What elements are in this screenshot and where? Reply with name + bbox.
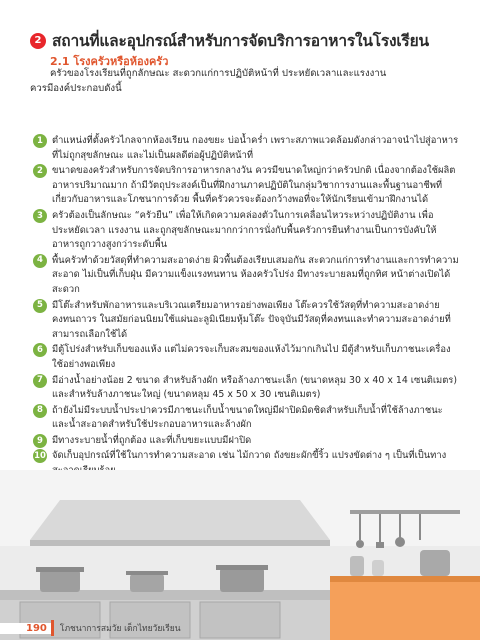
item-number-badge: 1	[33, 134, 47, 148]
list-item	[30, 299, 460, 343]
section-number-badge: 2	[30, 33, 46, 49]
list-item	[30, 343, 460, 372]
item-number-badge: 6	[33, 343, 47, 357]
page-number: 190	[0, 623, 51, 634]
list-item	[30, 209, 460, 253]
intro-paragraph	[30, 66, 460, 96]
item-text: ตำแหน่งที่ตั้งครัวไกลจากห้องเรียน กองขยะ บ่อน้ำคร่ำ เพราะสภาพแวดล้อมดังกล่าวอาจนำไปสู่อาหารที่ไม่ถูกสุขลักษณะ และไม่เป็นผลดีต่อผู้ปฏิบัติหน้าที่	[52, 135, 459, 161]
item-text: ครัวต้องเป็นลักษณะ “ครัวยืน” เพื่อให้เกิดความคล่องตัวในการเคลื่อนไหวระหว่างปฏิบัติงาน เพื่อประหยัดเวลา แรงงาน และถูกสุขลักษณะมากกว่าการนั่งกับพื้นครัวการยืนทำงานเป็นการบังคับให้อาหารถูกวางสูงกว่าระดับพื้น	[52, 209, 437, 251]
item-text: ขนาดของครัวสำหรับการจัดบริการอาหารกลางวัน ควรมีขนาดใหญ่กว่าครัวปกติ เนื่องจากต้องใช้ผลิตอาหารปริมาณมาก ถ้ามีวัตถุประสงค์เป็นที่ฝึกงานภาคปฏิบัติในกลุ่มวิชาการงานและพื้นฐานอาชีพที่เกี่ยวกับอาหารและโภชนาการด้วย พื้นที่ครัวควรจะต้องกว้างพอที่จะให้นักเรียนเข้ามาฝึกงานได้	[52, 165, 456, 206]
list-item	[30, 254, 460, 298]
requirements-list	[30, 134, 460, 480]
list-item	[30, 434, 460, 449]
item-number-badge: 8	[33, 404, 47, 418]
section-title: สถานที่และอุปกรณ์สำหรับการจัดบริการอาหารในโรงเรียน	[52, 32, 429, 50]
item-text: มีโต๊ะสำหรับพักอาหารและบริเวณเตรียมอาหารอย่างพอเพียง โต๊ะควรใช้วัสดุที่ทำความสะอาดง่าย คงทนถาวร ในสมัยก่อนนิยมใช้แผ่นอะลูมิเนียมหุ้มโต๊ะ ปัจจุบันมีวัสดุที่คงทนและทำความสะอาดง่ายที่สามารถเลือกใช้ได้	[52, 299, 451, 340]
list-item	[30, 404, 460, 433]
item-text: ถ้ายังไม่มีระบบน้ำประปาควรมีภาชนะเก็บน้ำขนาดใหญ่มีฝาปิดมิดชิดสำหรับเก็บน้ำที่ใช้ล้างภาชนะ และน้ำสะอาดสำหรับใช้ประกอบอาหารและล้างผัก	[52, 404, 443, 431]
list-item	[30, 374, 460, 403]
intro-line-2: ควรมีองค์ประกอบดังนี้	[30, 83, 122, 94]
footer-text: โภชนาการสมวัย เด็กไทยวัยเรียน	[59, 624, 181, 634]
item-number-badge: 4	[33, 254, 47, 268]
item-number-badge: 2	[33, 164, 47, 178]
sub-section-title: 2.1 โรงครัวหรือห้องครัว	[50, 55, 169, 68]
page-footer	[0, 616, 200, 640]
item-text: มีตู้โปร่งสำหรับเก็บของแห้ง แต่ไม่ควรจะเก็บสะสมของแห้งไว้มากเกินไป มีตู้สำหรับเก็บภาชนะเครื่องใช้อย่างพอเพียง	[52, 344, 451, 370]
list-item	[30, 164, 460, 208]
item-number-badge: 3	[33, 209, 47, 223]
item-number-badge: 9	[33, 434, 47, 448]
intro-line-1: ครัวของโรงเรียนที่ถูกลักษณะ สะดวกแก่การปฏิบัติหน้าที่ ประหยัดเวลาและแรงงาน	[50, 68, 387, 79]
item-number-badge: 10	[33, 449, 47, 463]
item-text: จัดเก็บอุปกรณ์ที่ใช้ในการทำความสะอาด เช่น ไม้กวาด ถังขยะผักขี้ริ้ว แปรงขัดต่าง ๆ เป็นที่เป็นทาง	[52, 450, 447, 462]
item-text: มีทางระบายน้ำที่ถูกต้อง และที่เก็บขยะแบบมีฝาปิด	[52, 434, 252, 446]
kitchen-illustration	[0, 470, 480, 640]
section-heading	[30, 28, 429, 53]
item-text: มีอ่างน้ำอย่างน้อย 2 ขนาด สำหรับล้างผัก หรือล้างภาชนะเล็ก (ขนาดหลุม 30 x 40 x 14 เซนติเมตร) และสำหรับล้างภาชนะใหญ่ (ขนาดหลุม 45 x 50 x 30 เซนติเมตร)	[52, 374, 458, 401]
item-number-badge: 7	[33, 374, 47, 388]
list-item	[30, 134, 460, 163]
item-number-badge: 5	[33, 299, 47, 313]
item-text: พื้นครัวทำด้วยวัสดุที่ทำความสะอาดง่าย ผิวพื้นต้องเรียบเสมอกัน สะดวกแก่การทำงานและการทำความสะอาด ไม่เป็นที่เก็บฝุ่น มีความแข็งแรงทนทาน ห้องครัวโปร่ง มีทางระบายลมที่ถูกทิศ หน้าต่างเปิดได้สะดวก	[52, 254, 459, 295]
footer-divider	[51, 620, 54, 636]
